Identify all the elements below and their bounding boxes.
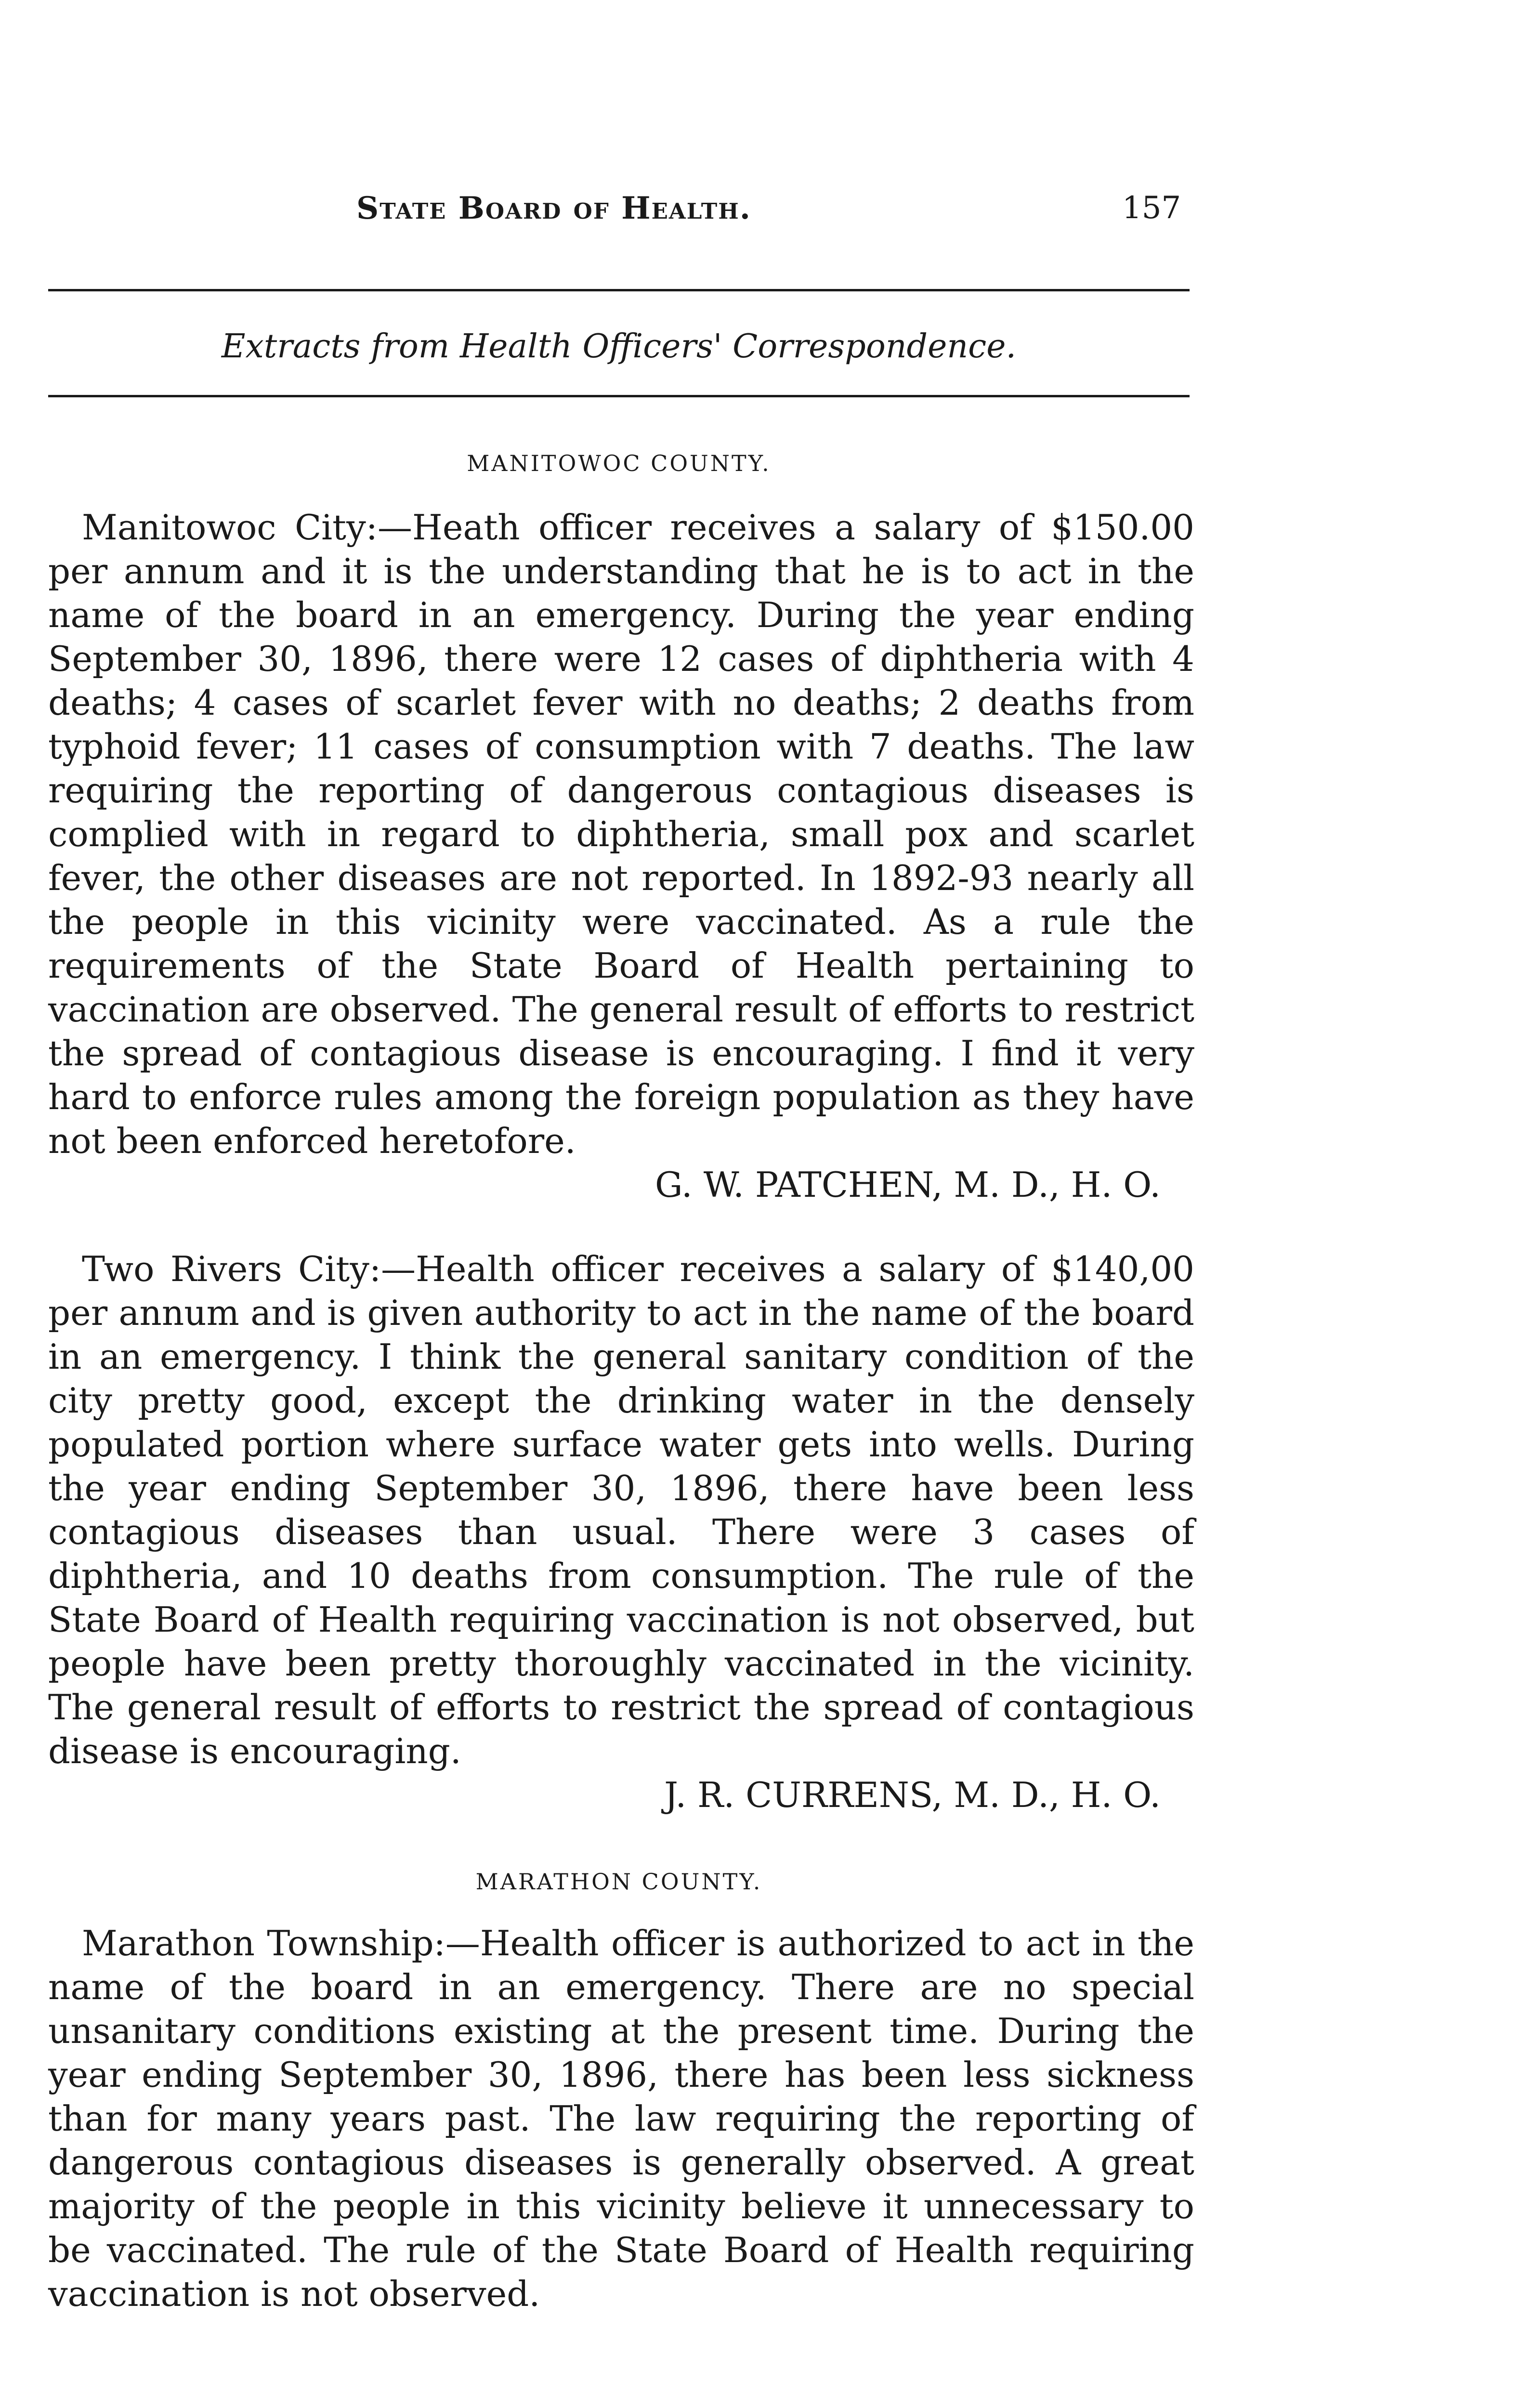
bottom-rule: [48, 395, 1190, 397]
report-signature: J. R. CURRENS, M. D., H. O.: [664, 1775, 1161, 1815]
report-marathon-township: [48, 1922, 1194, 2316]
top-rule: [48, 289, 1190, 291]
county-heading-marathon: MARATHON COUNTY.: [475, 1869, 762, 1895]
running-title: State Board of Health.: [356, 190, 752, 226]
report-signature: G. W. PATCHEN, M. D., H. O.: [654, 1165, 1161, 1205]
report-body: Manitowoc City:—Heath officer receives a salary of $150.00 per annum and it is the understanding that he is to act in the name of the board in an emergency. During the year ending September 30, 1896, there were 12 cases of diphtheria with 4 deaths; 4 cases of scarlet fever with no deaths; 2 deaths from typhoid fever; 11 cases of consumption with 7 deaths. The law requiring the reporting of dangerous contagious diseases is complied with in regard to diphtheria, small pox and scarlet fever, the other diseases are not reported. In 1892-93 nearly all the people in this vicinity were vaccinated. As a rule the requirements of the State Board of Health pertaining to vaccination are observed. The general result of efforts to restrict the spread of contagious disease is encouraging. I find it very hard to enforce rules among the foreign population as they have not been enforced heretofore.: [48, 507, 1194, 1161]
report-manitowoc-city: [48, 506, 1194, 1207]
page-number: 157: [1122, 190, 1181, 226]
county-heading-manitowoc: MANITOWOC COUNTY.: [467, 450, 771, 476]
report-two-rivers-city: [48, 1247, 1194, 1817]
report-body: Two Rivers City:—Health officer receives a salary of $140,00 per annum and is given authority to act in the name of the board in an emergency. I think the general sanitary condition of the city pretty good, except the drinking water in the densely populated portion where surface water gets into wells. During the year ending September 30, 1896, there have been less contagious diseases than usual. There were 3 cases of diphtheria, and 10 deaths from consumption. The rule of the State Board of Health requiring vaccination is not observed, but people have been pretty thoroughly vaccinated in the vicinity. The general result of efforts to restrict the spread of contagious disease is encouraging.: [48, 1249, 1194, 1771]
report-body: Marathon Township:—Health officer is authorized to act in the name of the board in an emergency. There are no special unsanitary conditions existing at the present time. During the year ending September 30, 1896, there has been less sickness than for many years past. The law requiring the reporting of dangerous contagious diseases is generally observed. A great majority of the people in this vicinity believe it unnecessary to be vaccinated. The rule of the State Board of Health requiring vaccination is not observed.: [48, 1923, 1194, 2314]
section-subtitle: Extracts from Health Officers' Correspondence.: [221, 327, 1017, 366]
